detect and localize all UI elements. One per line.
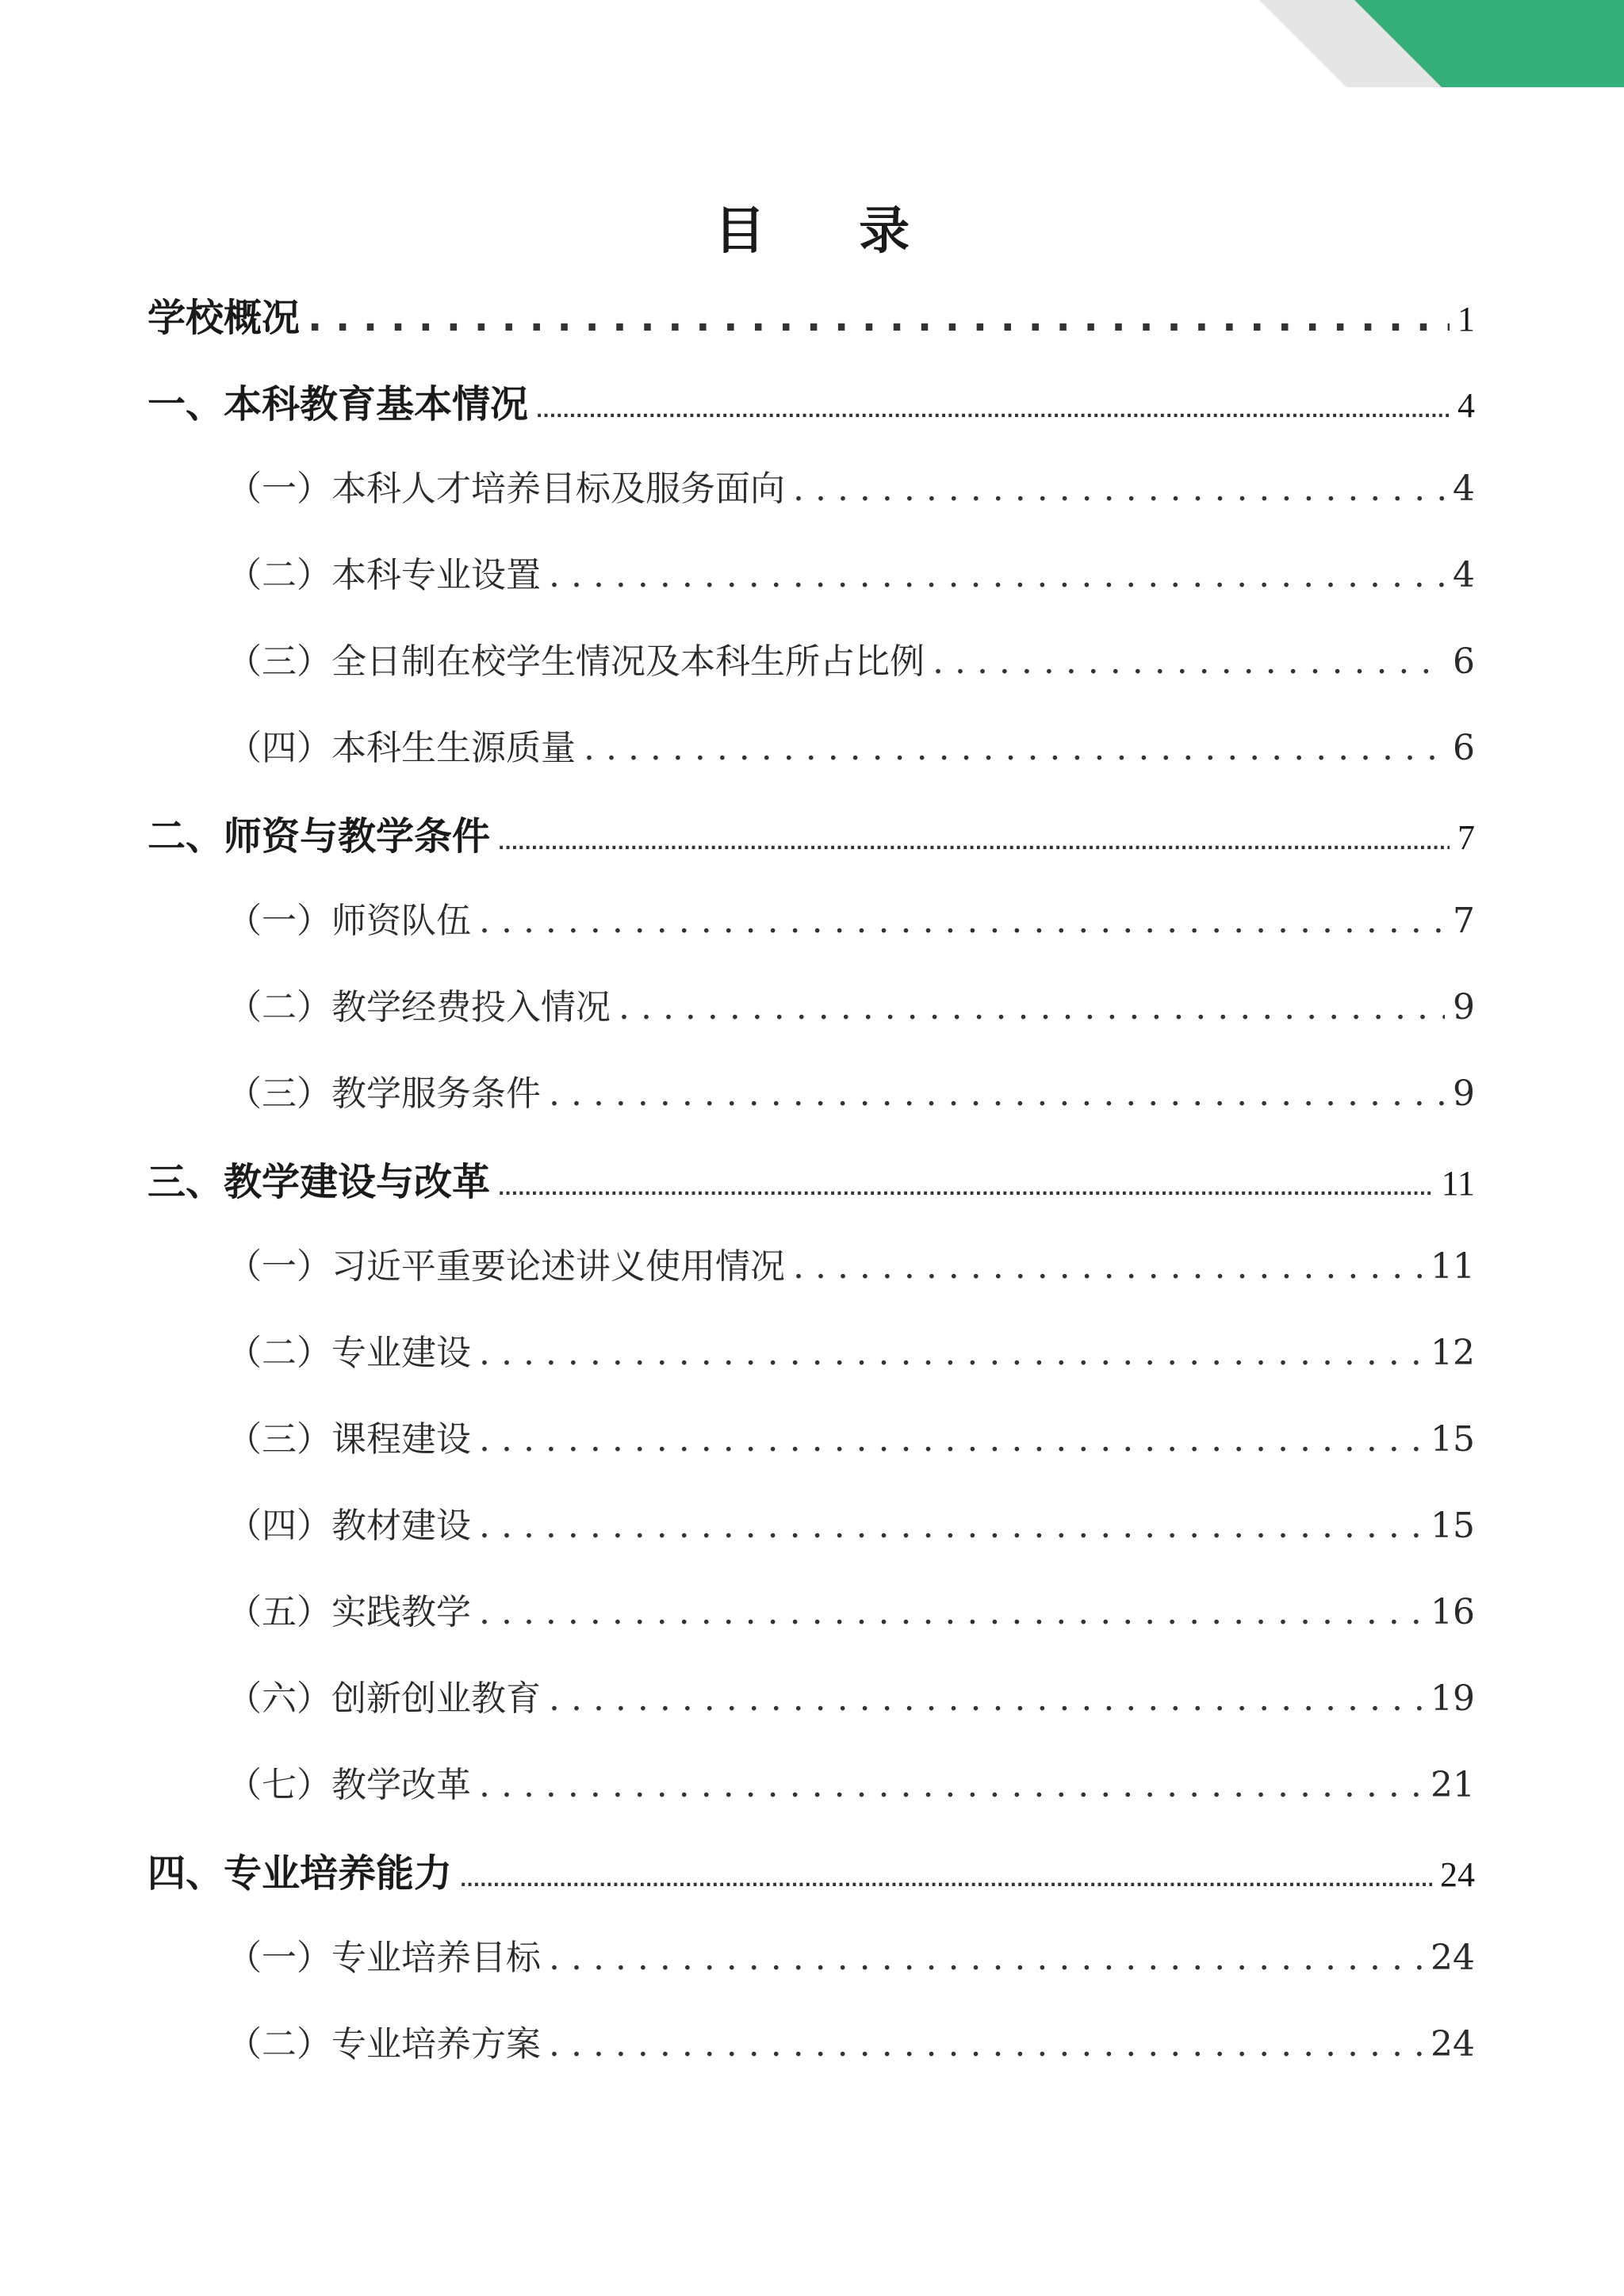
toc-entry-label: （五）实践教学 [227,1592,471,1632]
toc-section-entry[interactable] [147,1743,1475,1830]
toc-dot-leader [479,1506,1423,1546]
toc-page-number: 15 [1431,1506,1475,1546]
toc-dot-leader [498,834,1450,854]
toc-section-entry[interactable] [147,1571,1475,1657]
toc-page-number: 24 [1431,1938,1475,1978]
table-of-contents [147,274,1475,2089]
toc-entry-label: （七）教学改革 [227,1765,471,1805]
toc-dot-leader [793,1246,1423,1287]
toc-dot-leader [460,1871,1432,1891]
toc-entry-label: （四）本科生生源质量 [227,728,576,768]
toc-entry-label: （二）教学经费投入情况 [227,987,611,1027]
toc-section-entry[interactable] [147,1916,1475,2003]
toc-page-number: 4 [1457,386,1475,425]
toc-page-number: 4 [1453,469,1475,509]
toc-page-number: 9 [1453,1073,1475,1114]
toc-entry-label: （三）教学服务条件 [227,1073,541,1114]
toc-dot-leader [479,1592,1423,1632]
toc-section-entry[interactable] [147,1052,1475,1138]
toc-dot-leader [619,987,1445,1027]
toc-entry-label: 一、本科教育基本情况 [147,382,529,427]
toc-section-entry[interactable] [147,1225,1475,1311]
toc-entry-label: （一）习近平重要论述讲义使用情况 [227,1246,785,1287]
toc-page-number: 9 [1453,987,1475,1027]
toc-page-number: 11 [1431,1246,1475,1287]
toc-dot-leader [479,1765,1423,1805]
toc-chapter-entry[interactable] [147,1138,1475,1225]
toc-page-number: 7 [1457,818,1475,857]
toc-page-number: 15 [1431,1419,1475,1460]
toc-section-entry[interactable] [147,620,1475,706]
toc-section-entry[interactable] [147,534,1475,620]
toc-dot-leader [549,2024,1423,2064]
toc-entry-label: （六）创新创业教育 [227,1678,541,1719]
toc-dot-leader [498,1180,1434,1200]
toc-entry-label: 学校概况 [147,296,301,340]
toc-page-number: 16 [1431,1592,1475,1632]
toc-page-number: 1 [1457,300,1475,339]
toc-entry-label: （一）本科人才培养目标及服务面向 [227,469,785,509]
corner-decoration [1259,0,1624,95]
toc-page-number: 6 [1453,728,1475,768]
toc-page-number: 4 [1453,555,1475,595]
toc-dot-leader [479,901,1445,941]
toc-dot-leader [549,1073,1445,1114]
toc-entry-label: （三）全日制在校学生情况及本科生所占比例 [227,641,925,682]
toc-chapter-entry[interactable] [147,1830,1475,1916]
toc-dot-leader [933,641,1445,682]
toc-entry-label: 四、专业培养能力 [147,1851,453,1896]
toc-entry-label: 二、师资与教学条件 [147,814,491,859]
toc-entry-label: （三）课程建设 [227,1419,471,1460]
toc-page-number: 19 [1431,1678,1475,1719]
toc-dot-leader [536,402,1450,422]
toc-dot-leader [549,1678,1423,1719]
toc-page-number: 11 [1441,1164,1475,1203]
toc-section-entry[interactable] [147,1484,1475,1571]
toc-page-number: 7 [1453,901,1475,941]
toc-title: 目 录 [714,202,948,261]
toc-page-number: 21 [1431,1765,1475,1805]
toc-section-entry[interactable] [147,447,1475,534]
toc-page-number: 6 [1453,641,1475,682]
toc-dot-leader [549,1938,1423,1978]
toc-entry-label: （二）专业培养方案 [227,2024,541,2064]
toc-dot-leader [308,296,1450,340]
toc-dot-leader [584,728,1445,768]
toc-section-entry[interactable] [147,2003,1475,2089]
toc-section-entry[interactable] [147,879,1475,966]
toc-section-entry[interactable] [147,706,1475,793]
toc-dot-leader [479,1333,1423,1373]
toc-section-entry[interactable] [147,1398,1475,1484]
toc-page-number: 24 [1431,2024,1475,2064]
toc-section-entry[interactable] [147,966,1475,1052]
toc-entry-label: 三、教学建设与改革 [147,1160,491,1204]
toc-dot-leader [793,469,1445,509]
toc-section-entry[interactable] [147,1311,1475,1398]
toc-chapter-entry[interactable] [147,793,1475,879]
toc-entry-label: （二）本科专业设置 [227,555,541,595]
toc-dot-leader [479,1419,1423,1460]
toc-entry-label: （二）专业建设 [227,1333,471,1373]
toc-chapter-entry[interactable] [147,274,1475,361]
toc-page-number: 12 [1431,1333,1475,1373]
toc-chapter-entry[interactable] [147,361,1475,447]
toc-entry-label: （一）专业培养目标 [227,1938,541,1978]
toc-section-entry[interactable] [147,1657,1475,1743]
toc-page-number: 24 [1440,1855,1475,1894]
toc-entry-label: （四）教材建设 [227,1506,471,1546]
toc-dot-leader [549,555,1445,595]
toc-entry-label: （一）师资队伍 [227,901,471,941]
